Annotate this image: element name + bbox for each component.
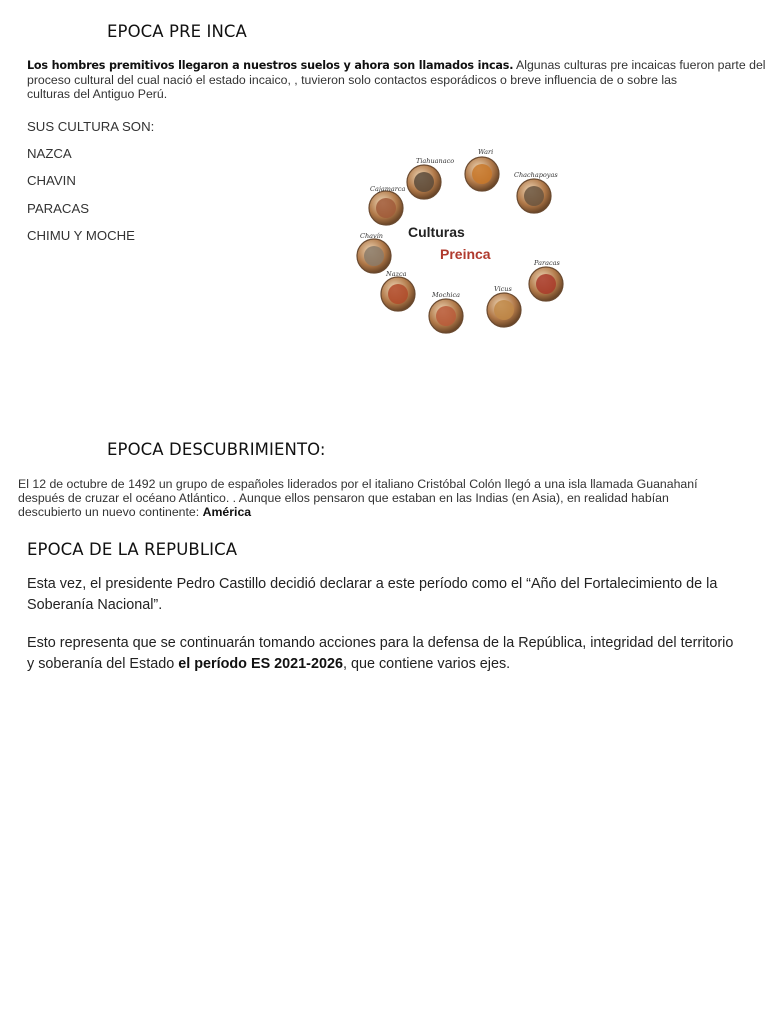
republica-paragraph-2 bbox=[27, 633, 767, 675]
pre-inca-line-2: proceso cultural del cual nació el estado incaico, , tuvieron solo contactos esporádicos o breve influencia de o sobre las bbox=[27, 73, 678, 87]
medallion-cajamarca bbox=[369, 185, 406, 225]
heading-republica: EPOCA DE LA REPUBLICA bbox=[27, 540, 238, 559]
republica-p2-line-1: Esto representa que se continuarán tomando acciones para la defensa de la República, integridad del territorio bbox=[27, 635, 734, 651]
periodo-bold: el período ES 2021-2026 bbox=[178, 656, 343, 672]
republica-p2-line-2: y soberanía del Estado bbox=[27, 656, 179, 672]
culture-item-chavin: CHAVIN bbox=[27, 173, 76, 188]
pre-inca-paragraph bbox=[27, 58, 767, 101]
medallion-label: Paracas bbox=[534, 259, 560, 267]
pre-inca-line-3: culturas del Antiguo Perú. bbox=[27, 87, 168, 101]
culture-item-nazca: NAZCA bbox=[27, 146, 72, 161]
medallion-label: Chachapoyas bbox=[514, 171, 558, 179]
republica-p1-line-1: Esta vez, el presidente Pedro Castillo decidió declarar a este período como el “Año del Fortalecimiento de la bbox=[27, 576, 718, 592]
heading-pre-inca: EPOCA PRE INCA bbox=[107, 22, 247, 41]
medallion-vicus bbox=[487, 285, 521, 327]
medallion-label: Chavín bbox=[360, 232, 383, 240]
cultures-list-title: SUS CULTURA SON: bbox=[27, 119, 155, 134]
republica-p1-line-2: Soberanía Nacional”. bbox=[27, 597, 163, 613]
medallion-chavn bbox=[357, 232, 391, 273]
descubrimiento-line-3: descubierto un nuevo continente: bbox=[18, 505, 203, 519]
medallion-chachapoyas bbox=[514, 171, 558, 213]
medallion-label: Wari bbox=[478, 148, 494, 156]
image-title-preinca: Preinca bbox=[440, 246, 491, 262]
culture-item-chimu-moche: CHIMU Y MOCHE bbox=[27, 228, 135, 243]
image-title-culturas: Culturas bbox=[408, 224, 465, 240]
medallion-label: Mochica bbox=[432, 291, 460, 299]
medallion-label: Tiahuanaco bbox=[416, 157, 455, 165]
culturas-preinca-image bbox=[352, 144, 572, 338]
medallion-mochica bbox=[429, 291, 463, 333]
republica-paragraph-1 bbox=[27, 574, 767, 616]
medallion-label: Nazca bbox=[386, 270, 407, 278]
culture-item-paracas: PARACAS bbox=[27, 201, 90, 216]
heading-descubrimiento: EPOCA DESCUBRIMIENTO: bbox=[107, 440, 326, 459]
descubrimiento-line-1: El 12 de octubre de 1492 un grupo de españoles liderados por el italiano Cristóbal Colón llegó a una isla llamada Guanahaní bbox=[18, 477, 698, 491]
descubrimiento-line-2: después de cruzar el océano Atlántico. . Aunque ellos pensaron que estaban en las Indias (en Asia), en realidad habían bbox=[18, 491, 669, 505]
medallion-wari bbox=[465, 148, 499, 191]
republica-p2-line-2-end: , que contiene varios ejes. bbox=[342, 656, 511, 672]
medallion-tiahuanaco bbox=[407, 157, 454, 199]
medallion-nazca bbox=[381, 270, 415, 311]
medallion-paracas bbox=[529, 259, 563, 301]
america-bold: América bbox=[202, 505, 252, 519]
descubrimiento-paragraph bbox=[18, 477, 766, 519]
pre-inca-lead-bold: Los hombres premitivos llegaron a nuestros suelos y ahora son llamados incas. bbox=[27, 59, 514, 72]
pre-inca-lead-rest: Algunas culturas pre incaicas fueron parte del bbox=[513, 58, 766, 72]
medallion-label: Cajamarca bbox=[370, 185, 406, 193]
medallion-label: Vicus bbox=[494, 285, 512, 293]
